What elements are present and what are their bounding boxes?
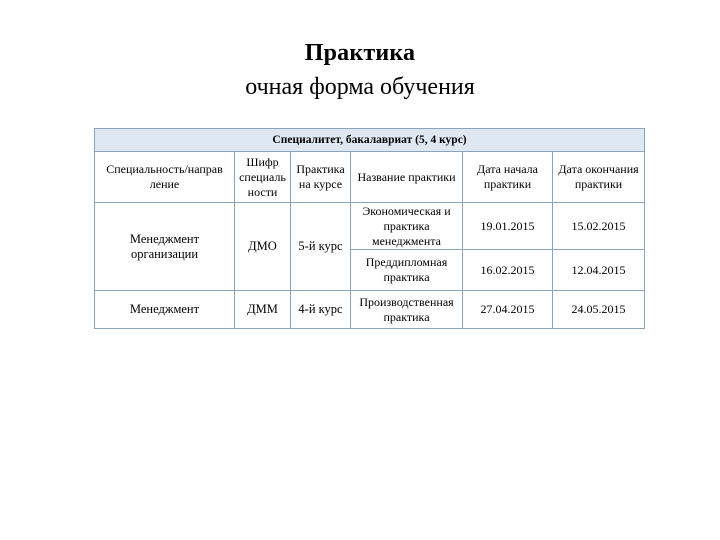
cell-end-date: 24.05.2015 — [553, 291, 645, 329]
cell-code: ДММ — [235, 291, 291, 329]
cell-end-date: 12.04.2015 — [553, 250, 645, 291]
header-practice-name: Название практики — [351, 152, 463, 203]
cell-course: 4-й курс — [291, 291, 351, 329]
practice-table — [94, 128, 645, 329]
page-subtitle: очная форма обучения — [245, 74, 475, 100]
cell-start-date: 19.01.2015 — [463, 203, 553, 250]
cell-course: 5-й курс — [291, 203, 351, 291]
cell-end-date: 15.02.2015 — [553, 203, 645, 250]
header-end-date: Дата окончания практики — [553, 152, 645, 203]
table-banner-row — [95, 129, 645, 152]
table-banner: Специалитет, бакалавриат (5, 4 курс) — [95, 129, 645, 152]
cell-start-date: 16.02.2015 — [463, 250, 553, 291]
cell-practice-name: Производственная практика — [351, 291, 463, 329]
table-row — [95, 291, 645, 329]
cell-specialty: Менеджмент — [95, 291, 235, 329]
cell-code: ДМО — [235, 203, 291, 291]
cell-practice-name: Экономическая и практика менеджмента — [351, 203, 463, 250]
table-row — [95, 203, 645, 250]
header-code: Шифр специаль ности — [235, 152, 291, 203]
header-specialty: Специальность/направ ление — [95, 152, 235, 203]
table-header-row — [95, 152, 645, 203]
cell-practice-name: Преддипломная практика — [351, 250, 463, 291]
page-title: Практика — [304, 40, 416, 66]
header-start-date: Дата начала практики — [463, 152, 553, 203]
cell-start-date: 27.04.2015 — [463, 291, 553, 329]
cell-specialty: Менеджмент организации — [95, 203, 235, 291]
header-course: Практика на курсе — [291, 152, 351, 203]
